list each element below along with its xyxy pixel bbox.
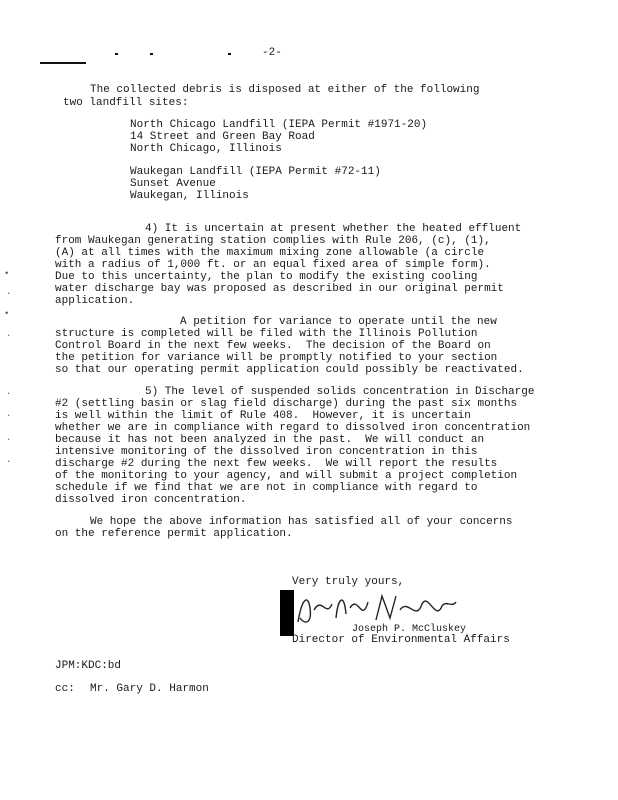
- body-line: #2 (settling basin or slag field discharge) during the past six months: [55, 398, 518, 410]
- reference-initials: JPM:KDC:bd: [55, 660, 122, 672]
- body-line: whether we are in compliance with regard to dissolved iron concentration: [55, 422, 531, 434]
- body-line: from Waukegan generating station complies with Rule 206, (c), (1),: [55, 235, 491, 247]
- margin-speck: ·: [6, 411, 12, 421]
- scan-mark: [115, 53, 118, 55]
- margin-speck: •: [4, 309, 10, 319]
- body-line: dissolved iron concentration.: [55, 494, 247, 506]
- body-line: of the monitoring to your agency, and will submit a project completion: [55, 470, 518, 482]
- margin-speck: ·: [6, 389, 12, 399]
- body-line: with a radius of 1,000 ft. or an equal fixed area of simple form).: [55, 259, 491, 271]
- page-number: -2-: [262, 47, 282, 59]
- body-line: the petition for variance will be promptly notified to your section: [55, 352, 498, 364]
- valediction: Very truly yours,: [292, 576, 405, 588]
- scan-mark: [40, 62, 86, 64]
- margin-speck: ·: [6, 457, 12, 467]
- body-line: (A) at all times with the maximum mixing zone allowable (a circle: [55, 247, 485, 259]
- landfill-line: Sunset Avenue: [130, 178, 216, 190]
- body-line: application.: [55, 295, 135, 307]
- body-line: is well within the limit of Rule 408. However, it is uncertain: [55, 410, 471, 422]
- body-line: A petition for variance to operate until the new: [180, 316, 497, 328]
- body-line: schedule if we find that we are not in compliance with regard to: [55, 482, 478, 494]
- margin-speck: •: [4, 269, 10, 279]
- margin-speck: ·: [6, 435, 12, 445]
- body-line: because it has not been analyzed in the past. We will conduct an: [55, 434, 485, 446]
- margin-speck: ·: [6, 331, 12, 341]
- body-line: Due to this uncertainty, the plan to modify the existing cooling: [55, 271, 478, 283]
- signatory-name: Joseph P. McCluskey: [352, 624, 467, 635]
- body-line: so that our operating permit application could possibly be reactivated.: [55, 364, 524, 376]
- body-line: The collected debris is disposed at either of the following: [90, 84, 480, 96]
- scan-mark: [150, 53, 153, 55]
- margin-speck: ·: [6, 289, 12, 299]
- cc-name: Mr. Gary D. Harmon: [90, 683, 209, 695]
- body-line: two landfill sites:: [63, 97, 189, 109]
- body-line: 4) It is uncertain at present whether the heated effluent: [145, 223, 522, 235]
- landfill-line: Waukegan, Illinois: [130, 190, 249, 202]
- body-line: discharge #2 during the next few weeks. We will report the results: [55, 458, 498, 470]
- body-line: structure is completed will be filed with the Illinois Pollution: [55, 328, 478, 340]
- scan-mark: [228, 53, 231, 55]
- body-line: on the reference permit application.: [55, 528, 293, 540]
- signatory-title: Director of Environmental Affairs: [292, 634, 510, 646]
- landfill-line: Waukegan Landfill (IEPA Permit #72-11): [130, 166, 381, 178]
- body-line: We hope the above information has satisfied all of your concerns: [90, 516, 513, 528]
- cc-label: cc:: [55, 683, 75, 695]
- landfill-line: North Chicago, Illinois: [130, 143, 282, 155]
- landfill-line: North Chicago Landfill (IEPA Permit #1971-20): [130, 119, 428, 131]
- body-line: water discharge bay was proposed as described in our original permit: [55, 283, 504, 295]
- body-line: 5) The level of suspended solids concentration in Discharge: [145, 386, 535, 398]
- landfill-line: 14 Street and Green Bay Road: [130, 131, 315, 143]
- body-line: Control Board in the next few weeks. The decision of the Board on: [55, 340, 491, 352]
- body-line: intensive monitoring of the dissolved iron concentration in this: [55, 446, 478, 458]
